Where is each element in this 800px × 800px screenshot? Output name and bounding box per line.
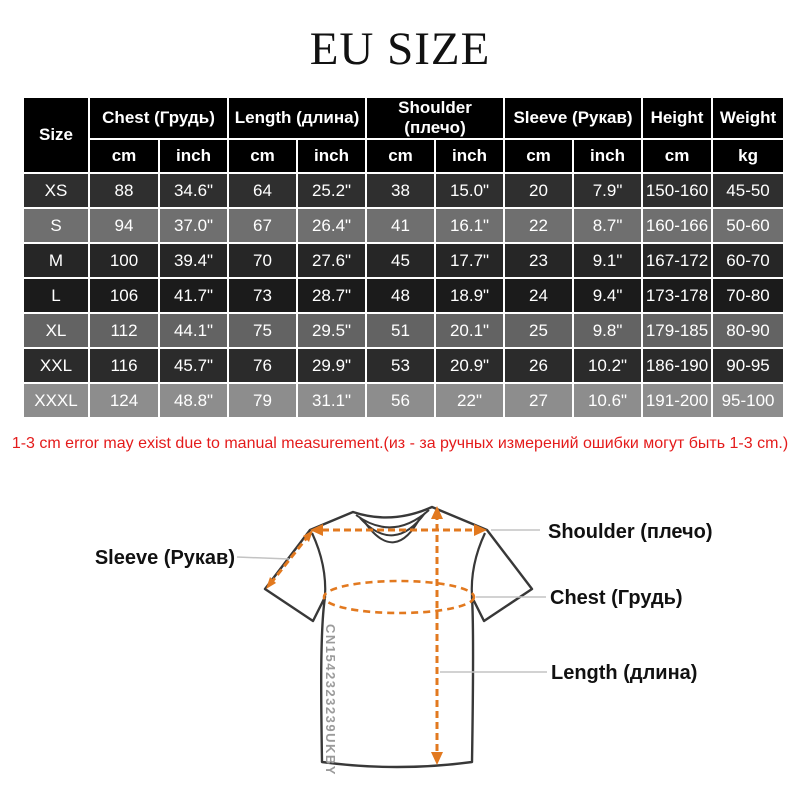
value-cell: 45 — [366, 243, 435, 278]
unit-header: inch — [573, 139, 642, 173]
value-cell: 112 — [89, 313, 159, 348]
value-cell: 51 — [366, 313, 435, 348]
value-cell: 50-60 — [712, 208, 784, 243]
size-cell: S — [23, 208, 89, 243]
value-cell: 37.0" — [159, 208, 228, 243]
unit-header: inch — [159, 139, 228, 173]
value-cell: 80-90 — [712, 313, 784, 348]
value-cell: 26.4" — [297, 208, 366, 243]
unit-header: inch — [297, 139, 366, 173]
page-title: EU SIZE — [309, 23, 491, 75]
table-row — [23, 173, 784, 208]
size-cell: XXXL — [23, 383, 89, 418]
value-cell: 94 — [89, 208, 159, 243]
value-cell: 27 — [504, 383, 573, 418]
value-cell: 45.7" — [159, 348, 228, 383]
value-cell: 75 — [228, 313, 297, 348]
value-cell: 179-185 — [642, 313, 712, 348]
value-cell: 29.5" — [297, 313, 366, 348]
value-cell: 25 — [504, 313, 573, 348]
header-row-units — [23, 139, 784, 173]
length-label: Length (длина) — [551, 662, 698, 684]
value-cell: 18.9" — [435, 278, 504, 313]
unit-header: kg — [712, 139, 784, 173]
value-cell: 15.0" — [435, 173, 504, 208]
value-cell: 44.1" — [159, 313, 228, 348]
value-cell: 25.2" — [297, 173, 366, 208]
value-cell: 60-70 — [712, 243, 784, 278]
value-cell: 22 — [504, 208, 573, 243]
col-header-size: Size — [23, 97, 89, 173]
value-cell: 8.7" — [573, 208, 642, 243]
value-cell: 9.1" — [573, 243, 642, 278]
value-cell: 28.7" — [297, 278, 366, 313]
value-cell: 34.6" — [159, 173, 228, 208]
col-header-length: Length (длина) — [228, 97, 366, 139]
size-cell: XS — [23, 173, 89, 208]
table-row — [23, 243, 784, 278]
value-cell: 16.1" — [435, 208, 504, 243]
unit-header: inch — [435, 139, 504, 173]
size-cell: XXL — [23, 348, 89, 383]
value-cell: 95-100 — [712, 383, 784, 418]
unit-header: cm — [366, 139, 435, 173]
value-cell: 70 — [228, 243, 297, 278]
size-cell: M — [23, 243, 89, 278]
value-cell: 39.4" — [159, 243, 228, 278]
value-cell: 10.6" — [573, 383, 642, 418]
value-cell: 45-50 — [712, 173, 784, 208]
size-cell: XL — [23, 313, 89, 348]
header-row-groups — [23, 97, 784, 139]
unit-header: cm — [228, 139, 297, 173]
value-cell: 48 — [366, 278, 435, 313]
table-row — [23, 313, 784, 348]
col-header-height: Height — [642, 97, 712, 139]
value-cell: 38 — [366, 173, 435, 208]
value-cell: 20 — [504, 173, 573, 208]
value-cell: 56 — [366, 383, 435, 418]
value-cell: 24 — [504, 278, 573, 313]
tshirt-outline — [265, 507, 532, 767]
value-cell: 106 — [89, 278, 159, 313]
value-cell: 10.2" — [573, 348, 642, 383]
value-cell: 26 — [504, 348, 573, 383]
size-table — [22, 96, 785, 419]
col-header-chest: Chest (Грудь) — [89, 97, 228, 139]
value-cell: 100 — [89, 243, 159, 278]
size-cell: L — [23, 278, 89, 313]
value-cell: 23 — [504, 243, 573, 278]
value-cell: 41.7" — [159, 278, 228, 313]
value-cell: 76 — [228, 348, 297, 383]
value-cell: 79 — [228, 383, 297, 418]
value-cell: 150-160 — [642, 173, 712, 208]
unit-header: cm — [642, 139, 712, 173]
value-cell: 90-95 — [712, 348, 784, 383]
value-cell: 27.6" — [297, 243, 366, 278]
value-cell: 41 — [366, 208, 435, 243]
value-cell: 160-166 — [642, 208, 712, 243]
table-row — [23, 348, 784, 383]
unit-header: cm — [504, 139, 573, 173]
table-row — [23, 278, 784, 313]
value-cell: 53 — [366, 348, 435, 383]
value-cell: 167-172 — [642, 243, 712, 278]
sleeve-connector — [237, 557, 289, 559]
value-cell: 191-200 — [642, 383, 712, 418]
value-cell: 67 — [228, 208, 297, 243]
value-cell: 9.8" — [573, 313, 642, 348]
col-header-weight: Weight — [712, 97, 784, 139]
vertical-product-code: CN1542323239UKBY — [323, 624, 338, 776]
value-cell: 9.4" — [573, 278, 642, 313]
value-cell: 186-190 — [642, 348, 712, 383]
value-cell: 64 — [228, 173, 297, 208]
value-cell: 7.9" — [573, 173, 642, 208]
shoulder-label: Shoulder (плечо) — [548, 521, 713, 543]
value-cell: 116 — [89, 348, 159, 383]
tshirt-measurement-diagram — [0, 480, 800, 800]
sleeve-label: Sleeve (Рукав) — [94, 547, 235, 569]
value-cell: 48.8" — [159, 383, 228, 418]
value-cell: 73 — [228, 278, 297, 313]
value-cell: 17.7" — [435, 243, 504, 278]
value-cell: 22" — [435, 383, 504, 418]
value-cell: 70-80 — [712, 278, 784, 313]
value-cell: 124 — [89, 383, 159, 418]
table-row — [23, 383, 784, 418]
measurement-disclaimer: 1-3 cm error may exist due to manual measurement.(из - за ручных измерений ошибки могут быть 1-3 cm.) — [11, 435, 789, 452]
table-row — [23, 208, 784, 243]
value-cell: 88 — [89, 173, 159, 208]
value-cell: 20.1" — [435, 313, 504, 348]
value-cell: 31.1" — [297, 383, 366, 418]
unit-header: cm — [89, 139, 159, 173]
value-cell: 173-178 — [642, 278, 712, 313]
col-header-sleeve: Sleeve (Рукав) — [504, 97, 642, 139]
value-cell: 29.9" — [297, 348, 366, 383]
chest-label: Chest (Грудь) — [550, 587, 683, 609]
value-cell: 20.9" — [435, 348, 504, 383]
col-header-shoulder: Shoulder (плечо) — [366, 97, 504, 139]
